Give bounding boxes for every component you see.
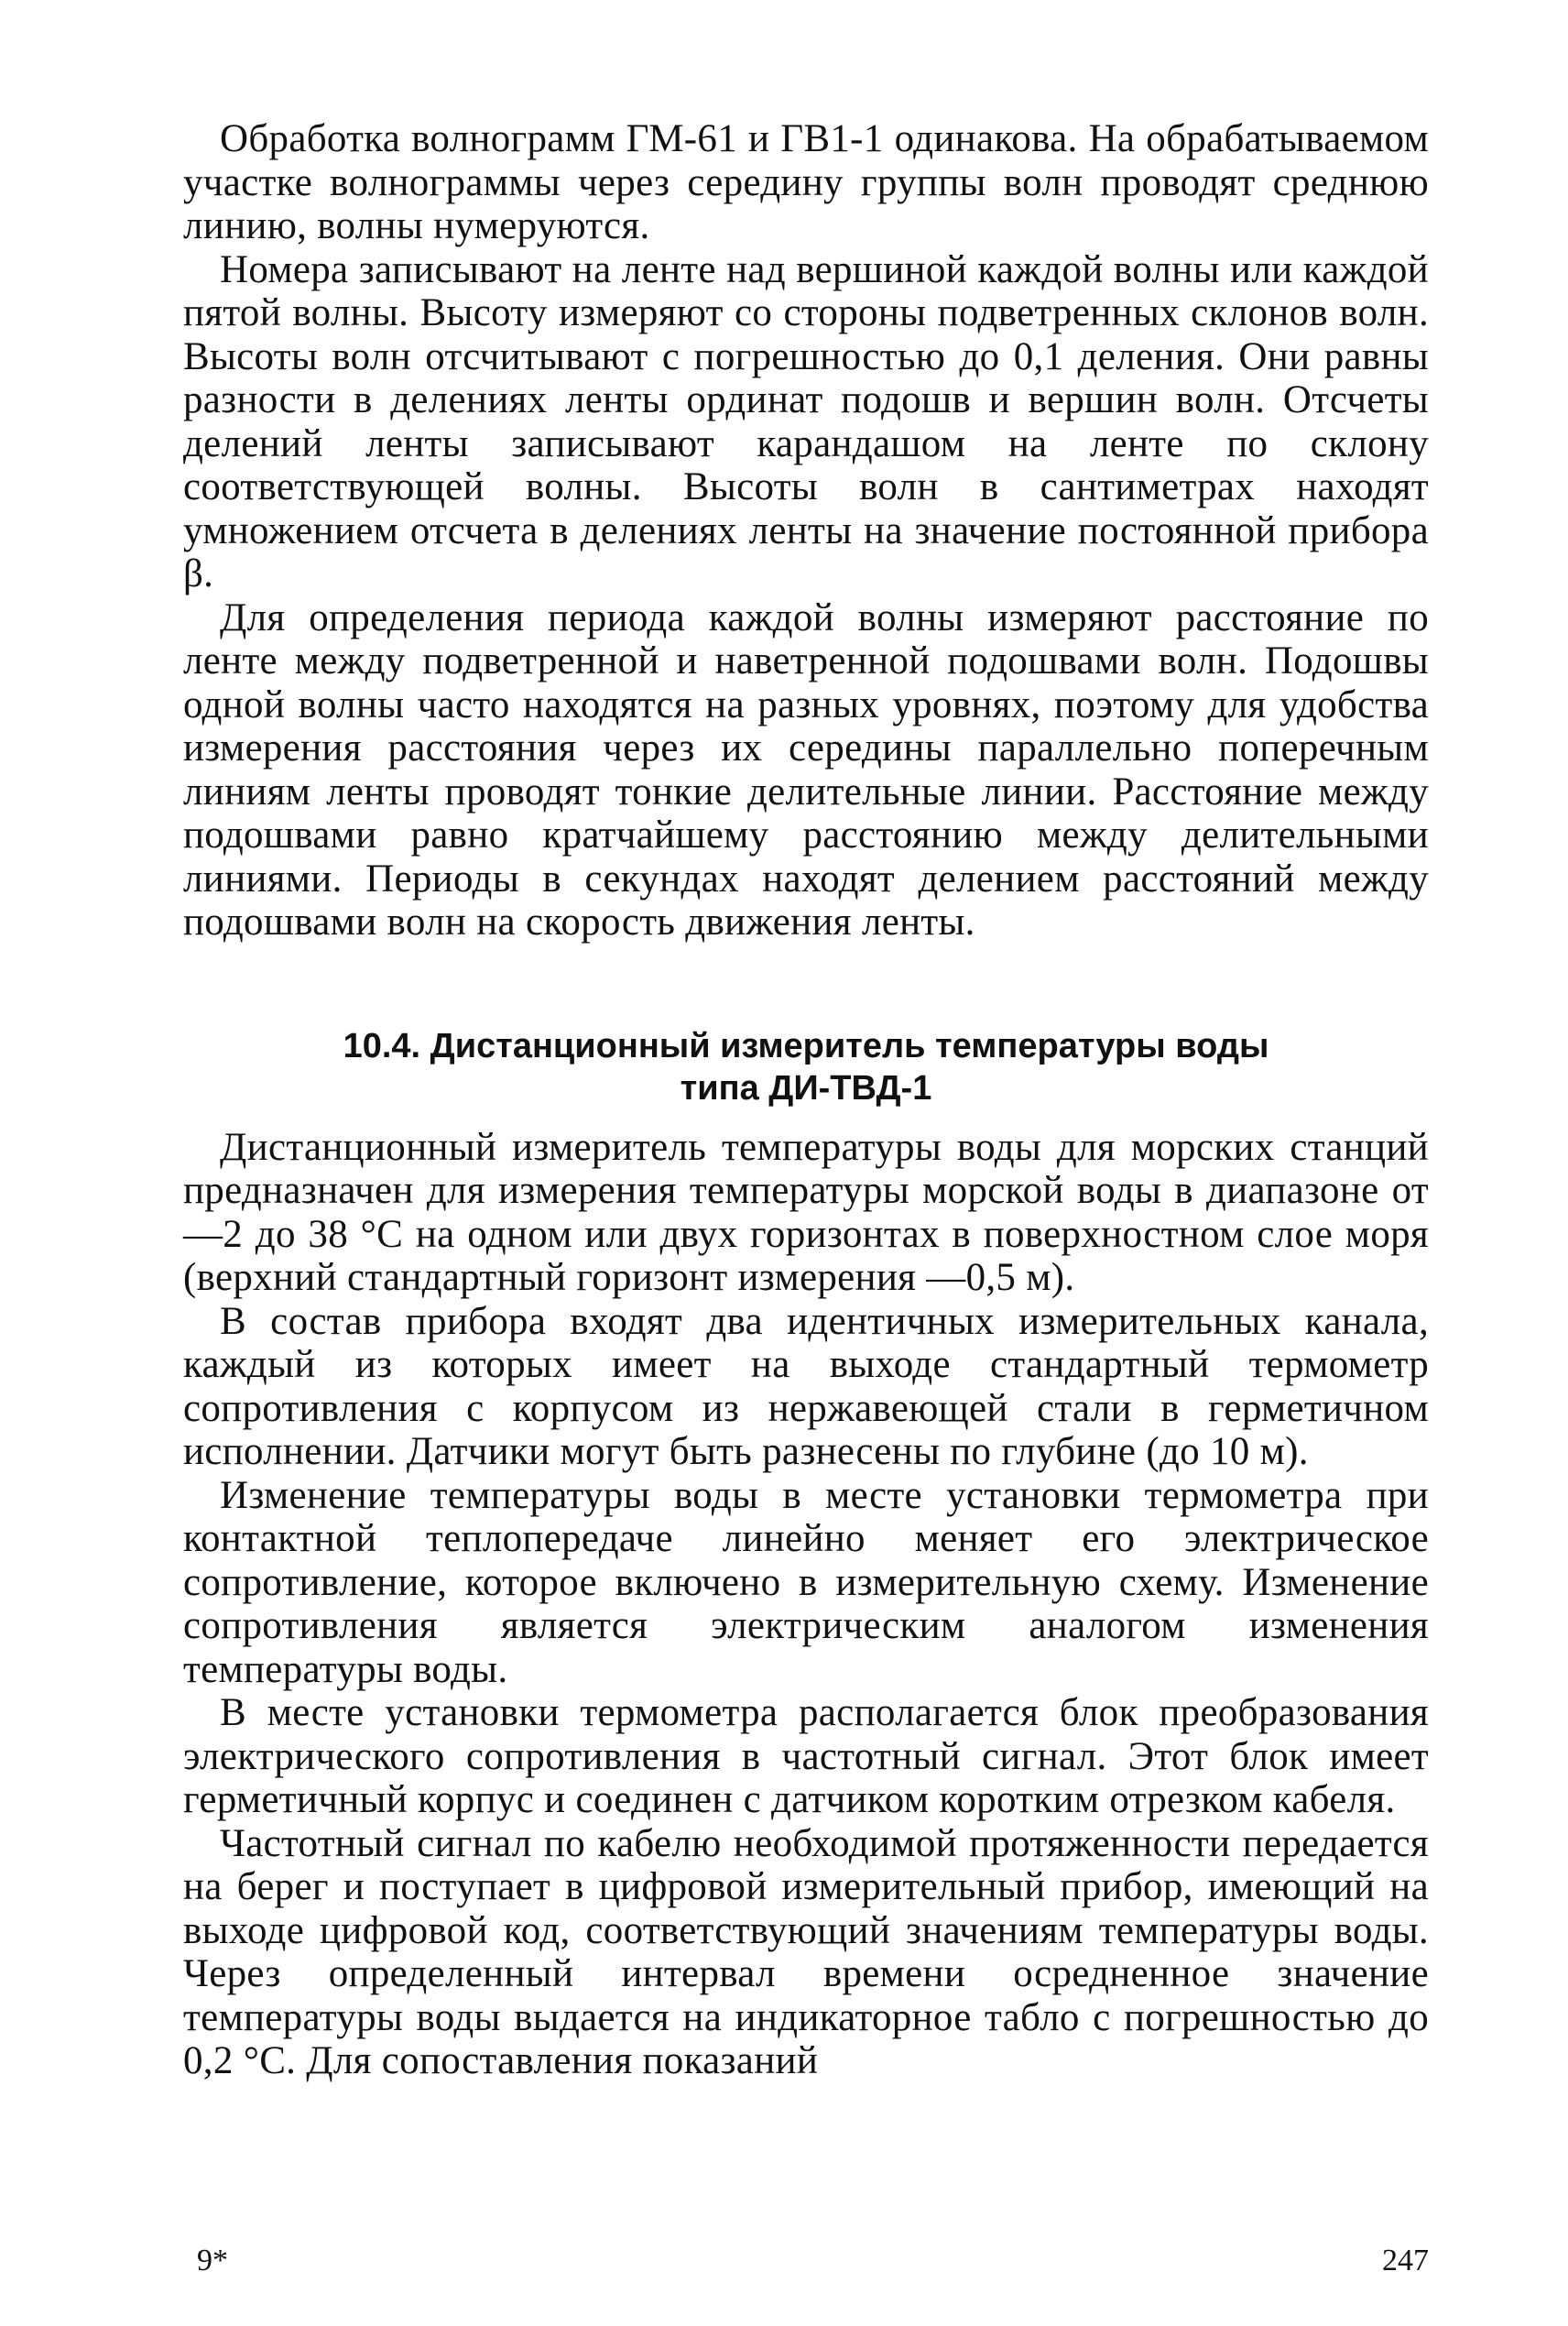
section-heading-line-1: 10.4. Дистанционный измеритель температуры воды	[343, 1026, 1269, 1065]
section-wave-processing	[183, 117, 1429, 945]
paragraph: Номера записывают на ленте над вершиной каждой волны или каждой пятой волны. Высоту измеряют со стороны подветренных склонов волн. Высоты волн отсчитывают с погрешностью до 0,1 деления. Они равны разности в делениях ленты ординат подошв и вершин волн. Отсчеты делений ленты записывают карандашом на ленте по склону соответствующей волны. Высоты волн в сантиметрах находят умножением отсчета в делениях ленты на значение постоянной прибора β.	[183, 247, 1429, 595]
paragraph: В месте установки термометра располагается блок преобразования электрического сопротивления в частотный сигнал. Этот блок имеет герметичный корпус и соединен с датчиком коротким отрезком кабеля.	[183, 1691, 1429, 1821]
paragraph: Для определения периода каждой волны измеряют расстояние по ленте между подветренной и наветренной подошвами волн. Подошвы одной волны часто находятся на разных уровнях, поэтому для удобства измерения расстояния через их середины параллельно поперечным линиям ленты проводят тонкие делительные линии. Расстояние между подошвами равно кратчайшему расстоянию между делительными линиями. Периоды в секундах находят делением расстояний между подошвами волн на скорость движения ленты.	[183, 595, 1429, 944]
paragraph: Частотный сигнал по кабелю необходимой протяженности передается на берег и поступает в цифровой измерительный прибор, имеющий на выходе цифровой код, соответствующий значениям температуры воды. Через определенный интервал времени осредненное значение температуры воды выдается на индикаторное табло с погрешностью до 0,2 °С. Для сопоставления показаний	[183, 1821, 1429, 2082]
section-heading-line-2: типа ДИ-ТВД-1	[680, 1068, 932, 1108]
page-number: 247	[1382, 2244, 1429, 2277]
paragraph: В состав прибора входят два идентичных измерительных канала, каждый из которых имеет на выходе стандартный термометр сопротивления с корпусом из нержавеющей стали в герметичном исполнении. Датчики могут быть разнесены по глубине (до 10 м).	[183, 1299, 1429, 1473]
paragraph: Дистанционный измеритель температуры воды для морских станций предназначен для измерения температуры морской воды в диапазоне от —2 до 38 °С на одном или двух горизонтах в поверхностном слое моря (верхний стандартный горизонт измерения —0,5 м).	[183, 1125, 1429, 1299]
section-thermometer	[183, 1126, 1429, 2083]
signature-mark: 9*	[197, 2244, 228, 2277]
paragraph: Изменение температуры воды в месте установки термометра при контактной теплопередаче линейно меняет его электрическое сопротивление, которое включено в измерительную схему. Изменение сопротивления является электрическим аналогом изменения температуры воды.	[183, 1473, 1429, 1691]
paragraph: Обработка волнограмм ГМ-61 и ГВ1-1 одинакова. На обрабатываемом участке волнограммы через середину группы волн проводят среднюю линию, волны нумеруются.	[183, 117, 1429, 247]
section-heading	[183, 1025, 1429, 1109]
page-body	[183, 117, 1429, 2083]
